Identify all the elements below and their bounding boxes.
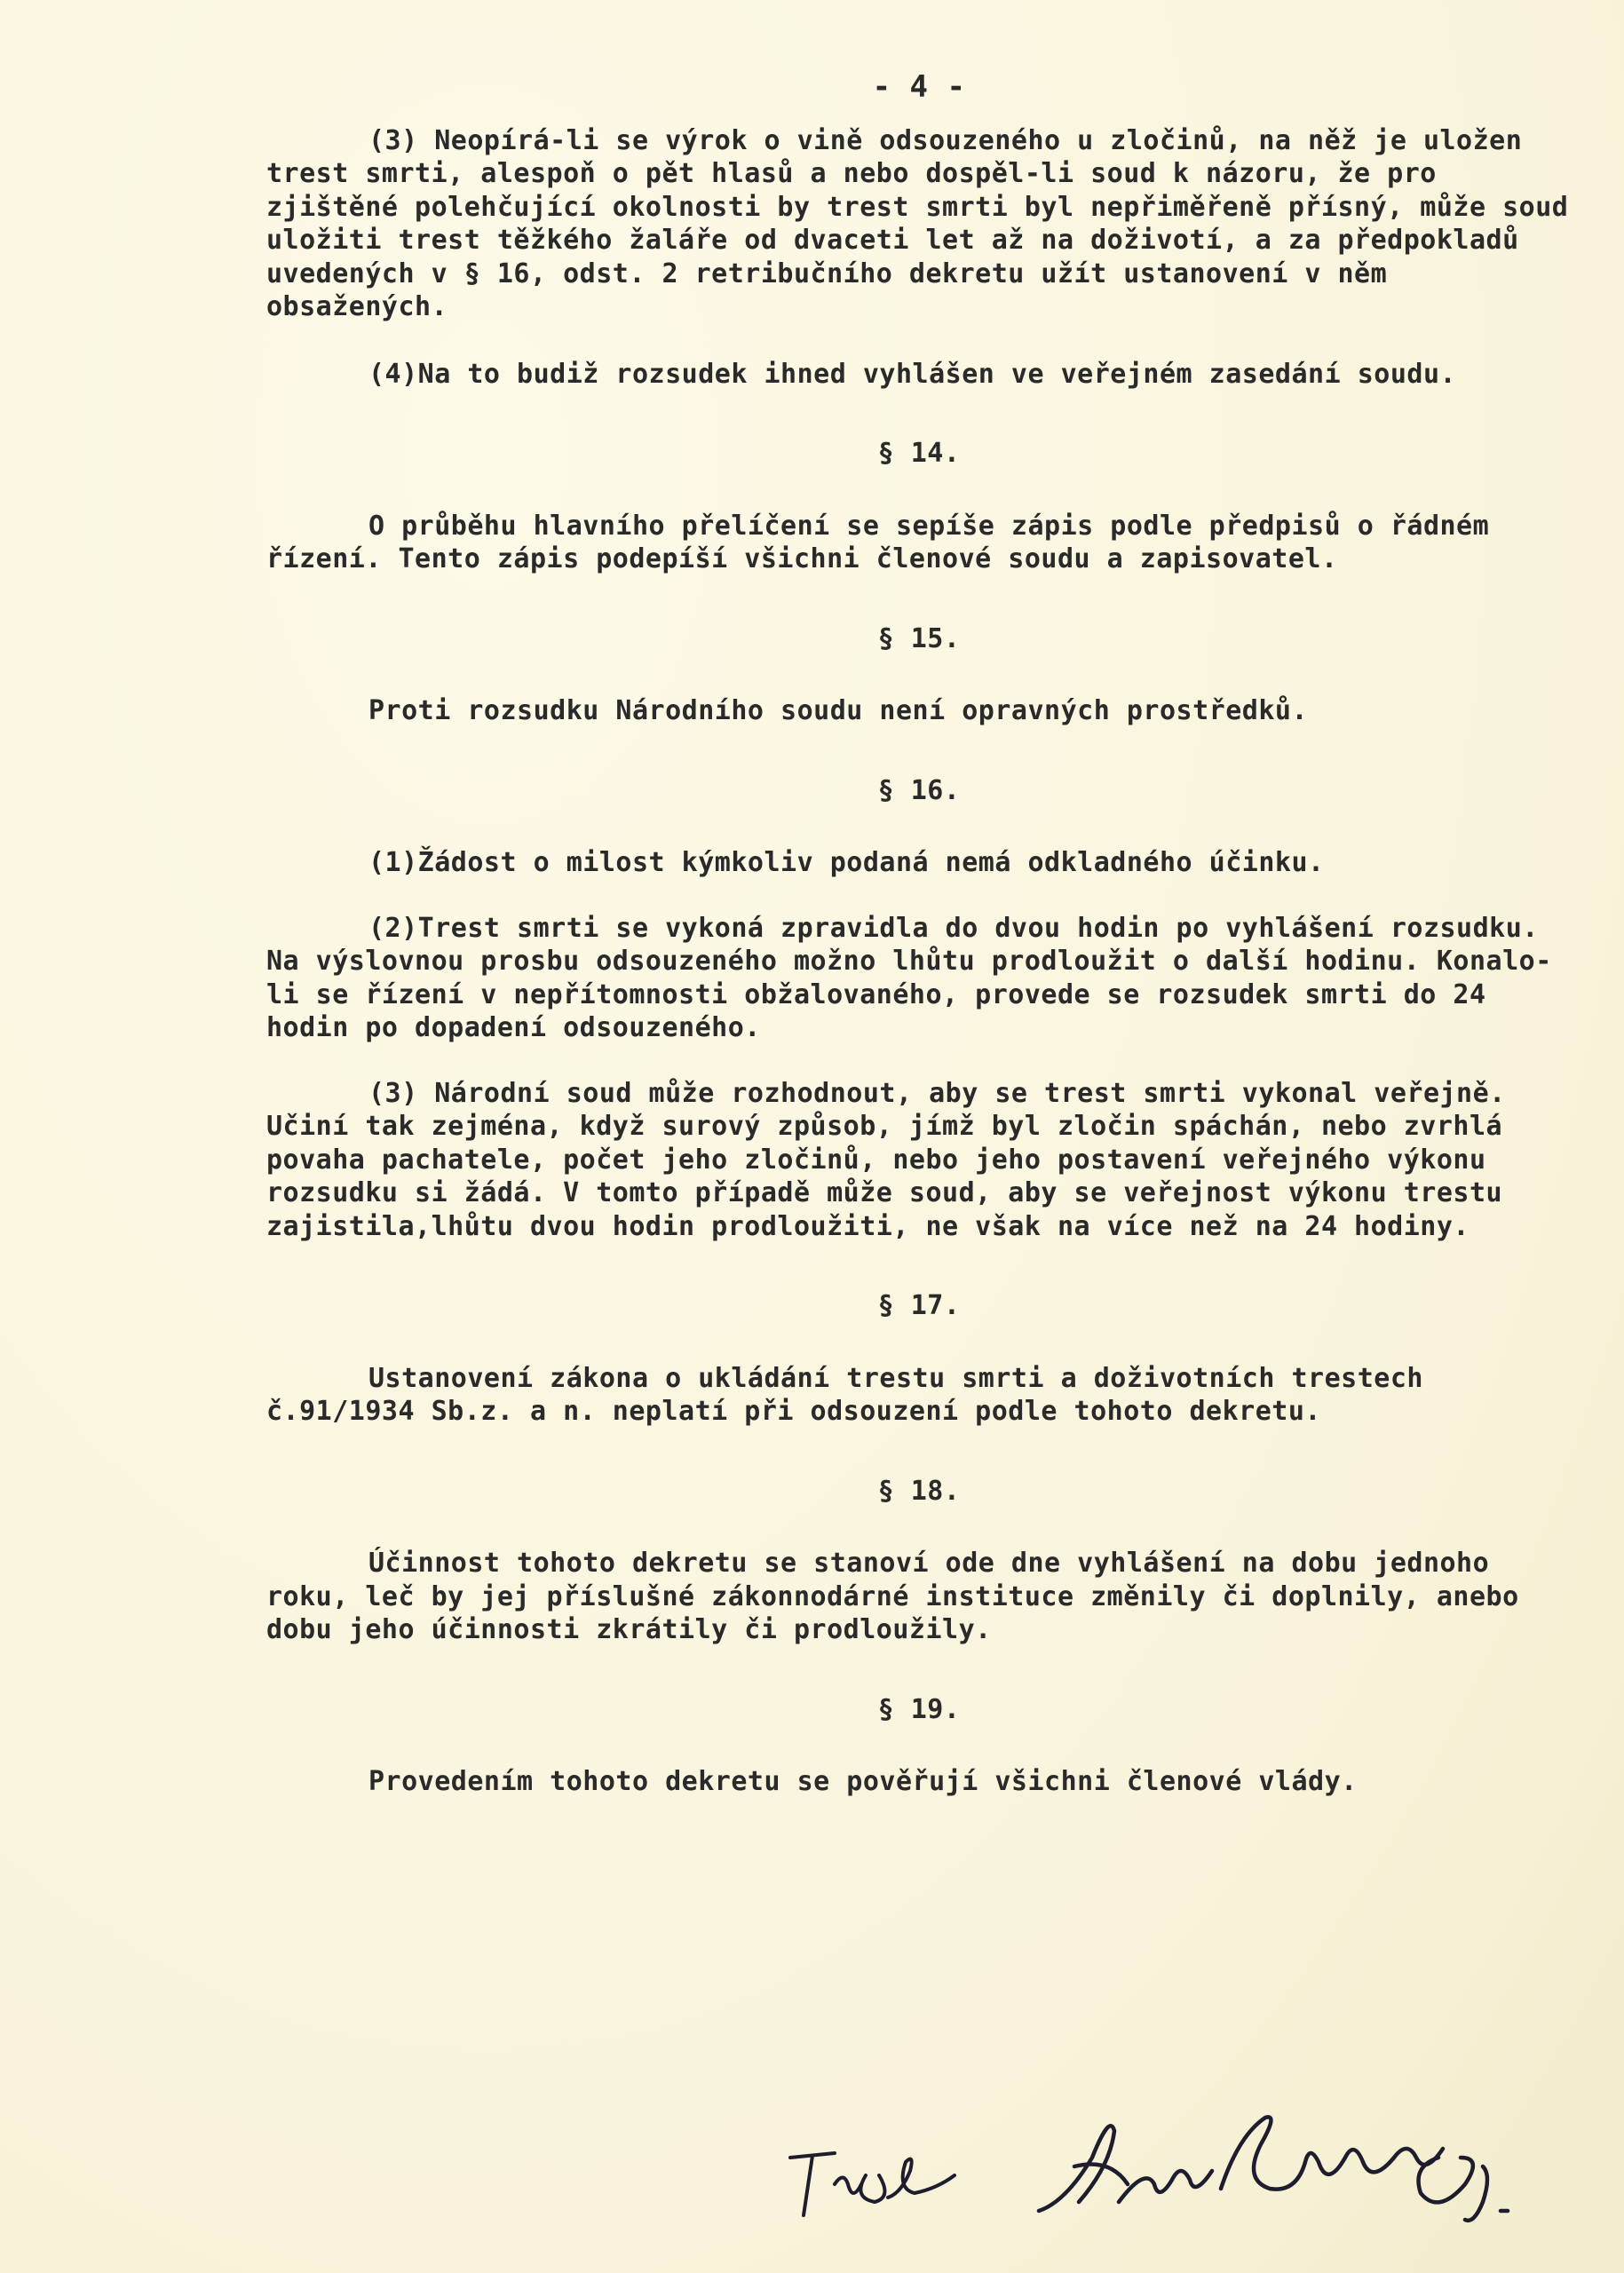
section-paragraph: Ustanovení zákona o ukládání trestu smrti a doživotních trestech č.91/1934 Sb.z. a n. neplatí při odsouzení podle tohoto dekretu. <box>266 1362 1423 1427</box>
section-heading: § 16. <box>877 774 961 806</box>
section-paragraph: Proti rozsudku Národního soudu není opravných prostředků. <box>368 695 1309 726</box>
section-19 <box>266 1693 1572 1799</box>
section-17 <box>266 1289 1572 1429</box>
section-14 <box>266 437 1572 576</box>
section-heading: § 15. <box>877 622 961 654</box>
page-number: - 4 - <box>872 69 966 105</box>
document-body <box>266 71 1572 1799</box>
section-paragraph: (1)Žádost o milost kýmkoliv podaná nemá odkladného účinku. <box>368 847 1325 878</box>
section-heading: § 17. <box>877 1290 961 1321</box>
handwritten-signature-icon <box>1021 2104 1554 2237</box>
signature-fierlinger <box>781 2122 977 2229</box>
paragraph-13-4: (4)Na to budiž rozsudek ihned vyhlášen ve veřejném zasedání soudu. <box>368 358 1457 390</box>
signature-benes <box>1021 2104 1554 2237</box>
paragraph-13-3: (3) Neopírá-li se výrok o vině odsouzeného u zločinů, na něž je uložen trest smrti, alespoň o pět hlasů a nebo dospěl-li soud k názoru, že pro zjištěné polehčující okolnosti by trest smrti byl nepřiměřeně přísný, může soud uložiti trest těžkého žaláře od dvaceti let až na doživotí, a za předpokladů uvedených v § 16, odst. 2 retribučního dekretu užít ustanovení v něm obsažených. <box>266 124 1569 322</box>
section-15 <box>266 622 1572 728</box>
section-paragraph: O průběhu hlavního přelíčení se sepíše zápis podle předpisů o řádném řízení. Tento zápis podepíší všichni členové soudu a zapisovatel. <box>266 510 1490 574</box>
section-heading: § 18. <box>877 1475 961 1507</box>
handwritten-signature-icon <box>781 2122 977 2229</box>
signatures <box>781 2104 1580 2246</box>
section-paragraph: Účinnost tohoto dekretu se stanoví ode dne vyhlášení na dobu jednoho roku, leč by jej příslušné zákonnodárné instituce změnily či doplnily, anebo dobu jeho účinnosti zkrátily či prodloužily. <box>266 1548 1519 1645</box>
section-18 <box>266 1475 1572 1647</box>
section-paragraph: (3) Národní soud může rozhodnout, aby se trest smrti vykonal veřejně. Učiní tak zejména, když surový způsob, jímž byl zločin spáchán, nebo zvrhlá povaha pachatele, počet jeho zločinů, nebo jeho postavení veřejného výkonu rozsudku si žádá. V tomto případě může soud, aby se veřejnost výkonu trestu zajistila,lhůtu dvou hodin prodloužiti, ne však na více než na 24 hodiny. <box>266 1077 1506 1242</box>
section-heading: § 19. <box>877 1693 961 1725</box>
section-paragraph: (2)Trest smrti se vykoná zpravidla do dvou hodin po vyhlášení rozsudku. Na výslovnou prosbu odsouzeného možno lhůtu prodloužit o další hodinu. Konalo-li se řízení v nepřítomnosti obžalovaného, provede se rozsudek smrti do 24 hodin po dopadení odsouzeného. <box>266 912 1552 1043</box>
section-heading: § 14. <box>877 438 961 469</box>
section-paragraph: Provedením tohoto dekretu se pověřují všichni členové vlády. <box>368 1766 1358 1797</box>
section-16 <box>266 774 1572 1244</box>
